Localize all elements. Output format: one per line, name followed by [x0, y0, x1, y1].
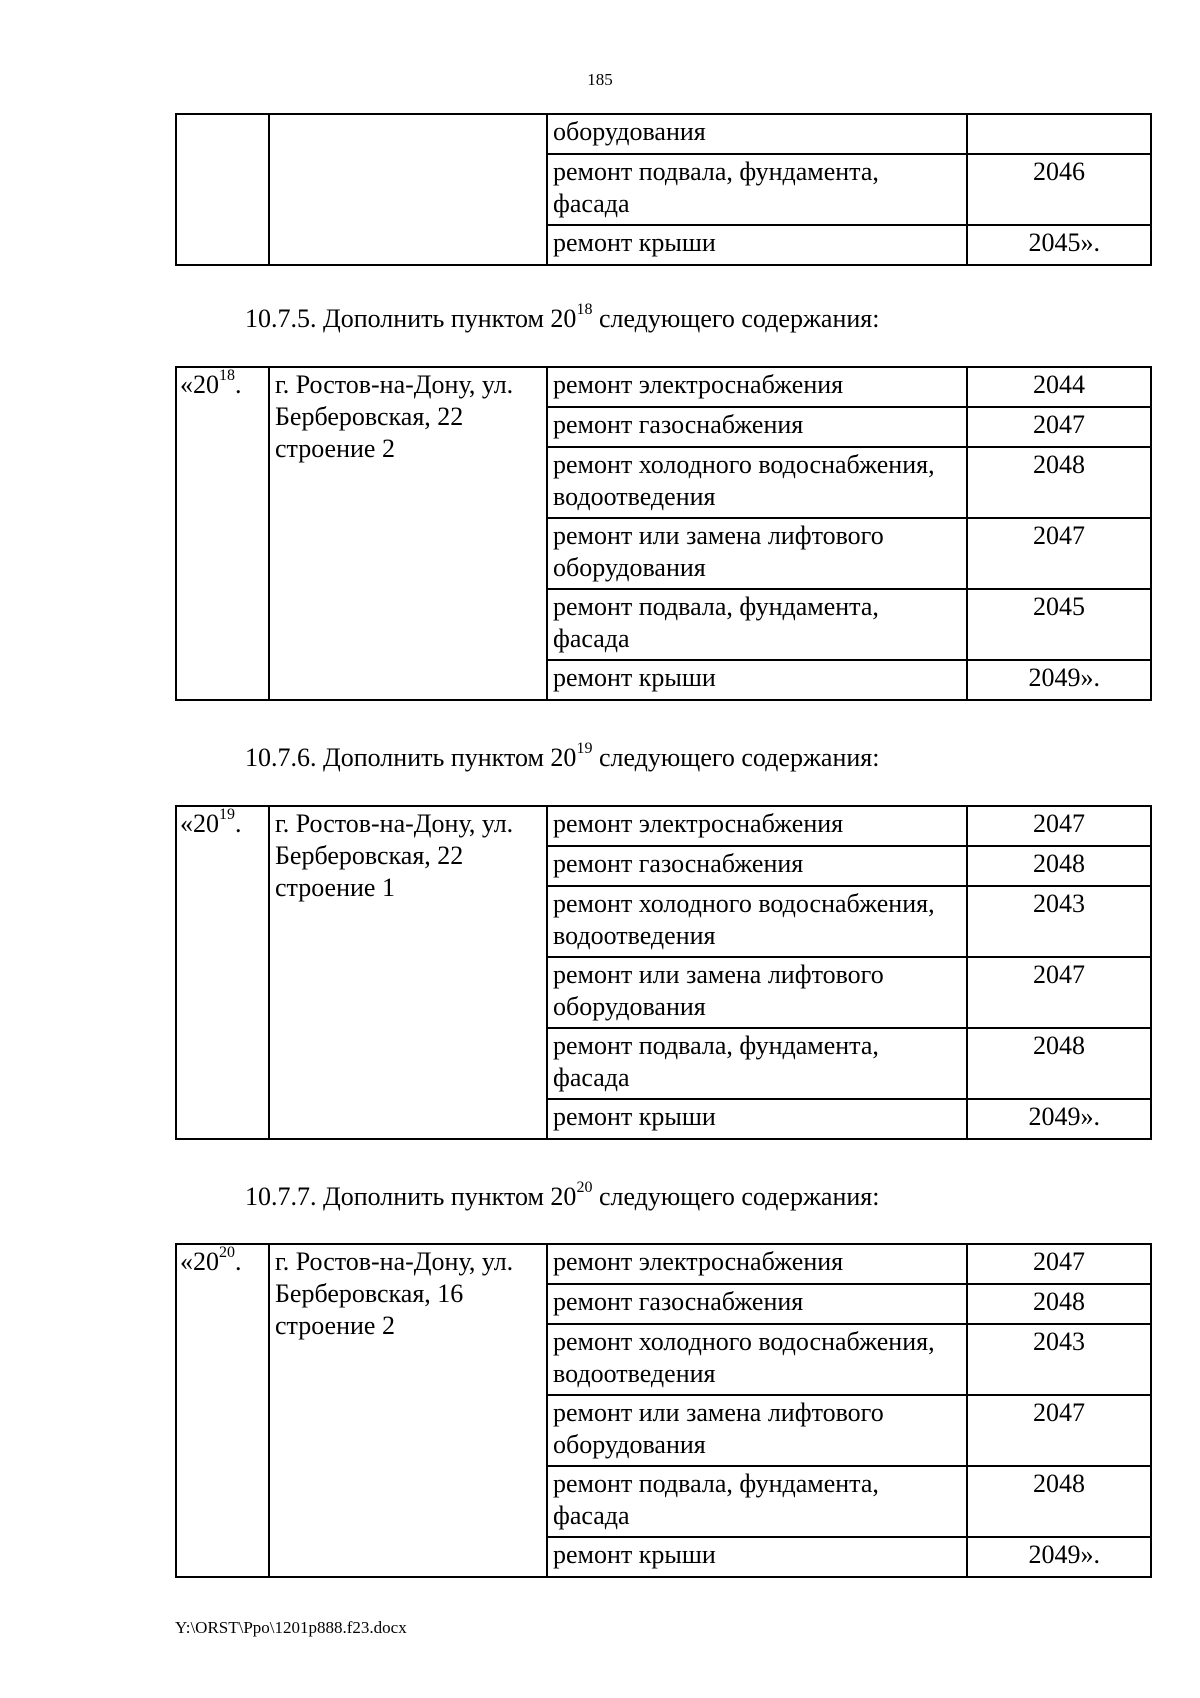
- item-prefix: «20: [180, 1247, 219, 1276]
- item-superscript: 19: [219, 806, 235, 824]
- heading-suffix: следующего содержания:: [592, 743, 880, 772]
- table-row: [176, 806, 1151, 846]
- year-cell: 2048: [967, 1284, 1151, 1324]
- heading-superscript: 20: [576, 1179, 593, 1197]
- year-cell: 2047: [967, 957, 1151, 1028]
- item-number-cell: [176, 1244, 269, 1577]
- address-cell: г. Ростов-на-Дону, ул. Берберовская, 22 строение 2: [269, 367, 547, 700]
- year-cell: 2048: [967, 846, 1151, 886]
- section-heading: [245, 303, 879, 335]
- work-cell: ремонт холодного водоснабжения, водоотведения: [547, 886, 967, 957]
- year-cell: 2047: [967, 518, 1151, 589]
- address-cell: г. Ростов-на-Дону, ул. Берберовская, 22 строение 1: [269, 806, 547, 1139]
- work-cell: ремонт газоснабжения: [547, 407, 967, 447]
- footer-file-path: Y:\ORST\Ppo\1201p888.f23.docx: [175, 1618, 407, 1637]
- table-row: [176, 1244, 1151, 1284]
- work-cell: ремонт подвала, фундамента, фасада: [547, 1028, 967, 1099]
- table-row: [176, 367, 1151, 407]
- item-number-cell: [176, 806, 269, 1139]
- year-cell: 2045: [967, 589, 1151, 660]
- work-cell: ремонт холодного водоснабжения, водоотведения: [547, 447, 967, 518]
- work-cell: оборудования: [547, 114, 967, 154]
- year-cell: 2046: [967, 154, 1151, 225]
- year-cell: 2044: [967, 367, 1151, 407]
- item-suffix: .: [235, 809, 242, 838]
- year-cell: 2049».: [967, 1099, 1151, 1139]
- item-suffix: .: [235, 370, 242, 399]
- section-heading: [245, 1181, 879, 1213]
- year-cell: 2049».: [967, 660, 1151, 700]
- repair-schedule-table: [175, 366, 1152, 701]
- work-cell: ремонт газоснабжения: [547, 846, 967, 886]
- work-cell: ремонт или замена лифтового оборудования: [547, 518, 967, 589]
- year-cell: 2045».: [967, 225, 1151, 265]
- heading-suffix: следующего содержания:: [592, 304, 880, 333]
- work-cell: ремонт крыши: [547, 660, 967, 700]
- work-cell: ремонт холодного водоснабжения, водоотведения: [547, 1324, 967, 1395]
- repair-schedule-table: [175, 1243, 1152, 1578]
- year-cell: [967, 114, 1151, 154]
- year-cell: 2047: [967, 806, 1151, 846]
- work-cell: ремонт электроснабжения: [547, 806, 967, 846]
- heading-suffix: следующего содержания:: [592, 1182, 880, 1211]
- work-cell: ремонт крыши: [547, 225, 967, 265]
- table-row: [176, 114, 1151, 154]
- work-cell: ремонт крыши: [547, 1537, 967, 1577]
- item-number-cell: [176, 114, 269, 265]
- section-heading: [245, 742, 879, 774]
- item-prefix: «20: [180, 809, 219, 838]
- work-cell: ремонт подвала, фундамента, фасада: [547, 154, 967, 225]
- heading-prefix: 10.7.7. Дополнить пунктом 20: [245, 1182, 577, 1211]
- item-superscript: 18: [219, 367, 235, 385]
- work-cell: ремонт электроснабжения: [547, 367, 967, 407]
- address-cell: [269, 114, 547, 265]
- item-superscript: 20: [219, 1244, 235, 1262]
- continuation-table: [175, 113, 1152, 266]
- heading-superscript: 18: [576, 301, 593, 319]
- work-cell: ремонт крыши: [547, 1099, 967, 1139]
- work-cell: ремонт подвала, фундамента, фасада: [547, 589, 967, 660]
- work-cell: ремонт подвала, фундамента, фасада: [547, 1466, 967, 1537]
- heading-prefix: 10.7.6. Дополнить пунктом 20: [245, 743, 577, 772]
- year-cell: 2048: [967, 1028, 1151, 1099]
- work-cell: ремонт или замена лифтового оборудования: [547, 957, 967, 1028]
- year-cell: 2047: [967, 1244, 1151, 1284]
- item-prefix: «20: [180, 370, 219, 399]
- item-number-cell: [176, 367, 269, 700]
- year-cell: 2047: [967, 407, 1151, 447]
- item-suffix: .: [235, 1247, 242, 1276]
- page-number: 185: [587, 70, 613, 89]
- work-cell: ремонт электроснабжения: [547, 1244, 967, 1284]
- work-cell: ремонт газоснабжения: [547, 1284, 967, 1324]
- work-cell: ремонт или замена лифтового оборудования: [547, 1395, 967, 1466]
- year-cell: 2048: [967, 1466, 1151, 1537]
- address-cell: г. Ростов-на-Дону, ул. Берберовская, 16 строение 2: [269, 1244, 547, 1577]
- repair-schedule-table: [175, 805, 1152, 1140]
- year-cell: 2047: [967, 1395, 1151, 1466]
- heading-prefix: 10.7.5. Дополнить пунктом 20: [245, 304, 577, 333]
- heading-superscript: 19: [576, 740, 593, 758]
- year-cell: 2048: [967, 447, 1151, 518]
- year-cell: 2049».: [967, 1537, 1151, 1577]
- year-cell: 2043: [967, 1324, 1151, 1395]
- year-cell: 2043: [967, 886, 1151, 957]
